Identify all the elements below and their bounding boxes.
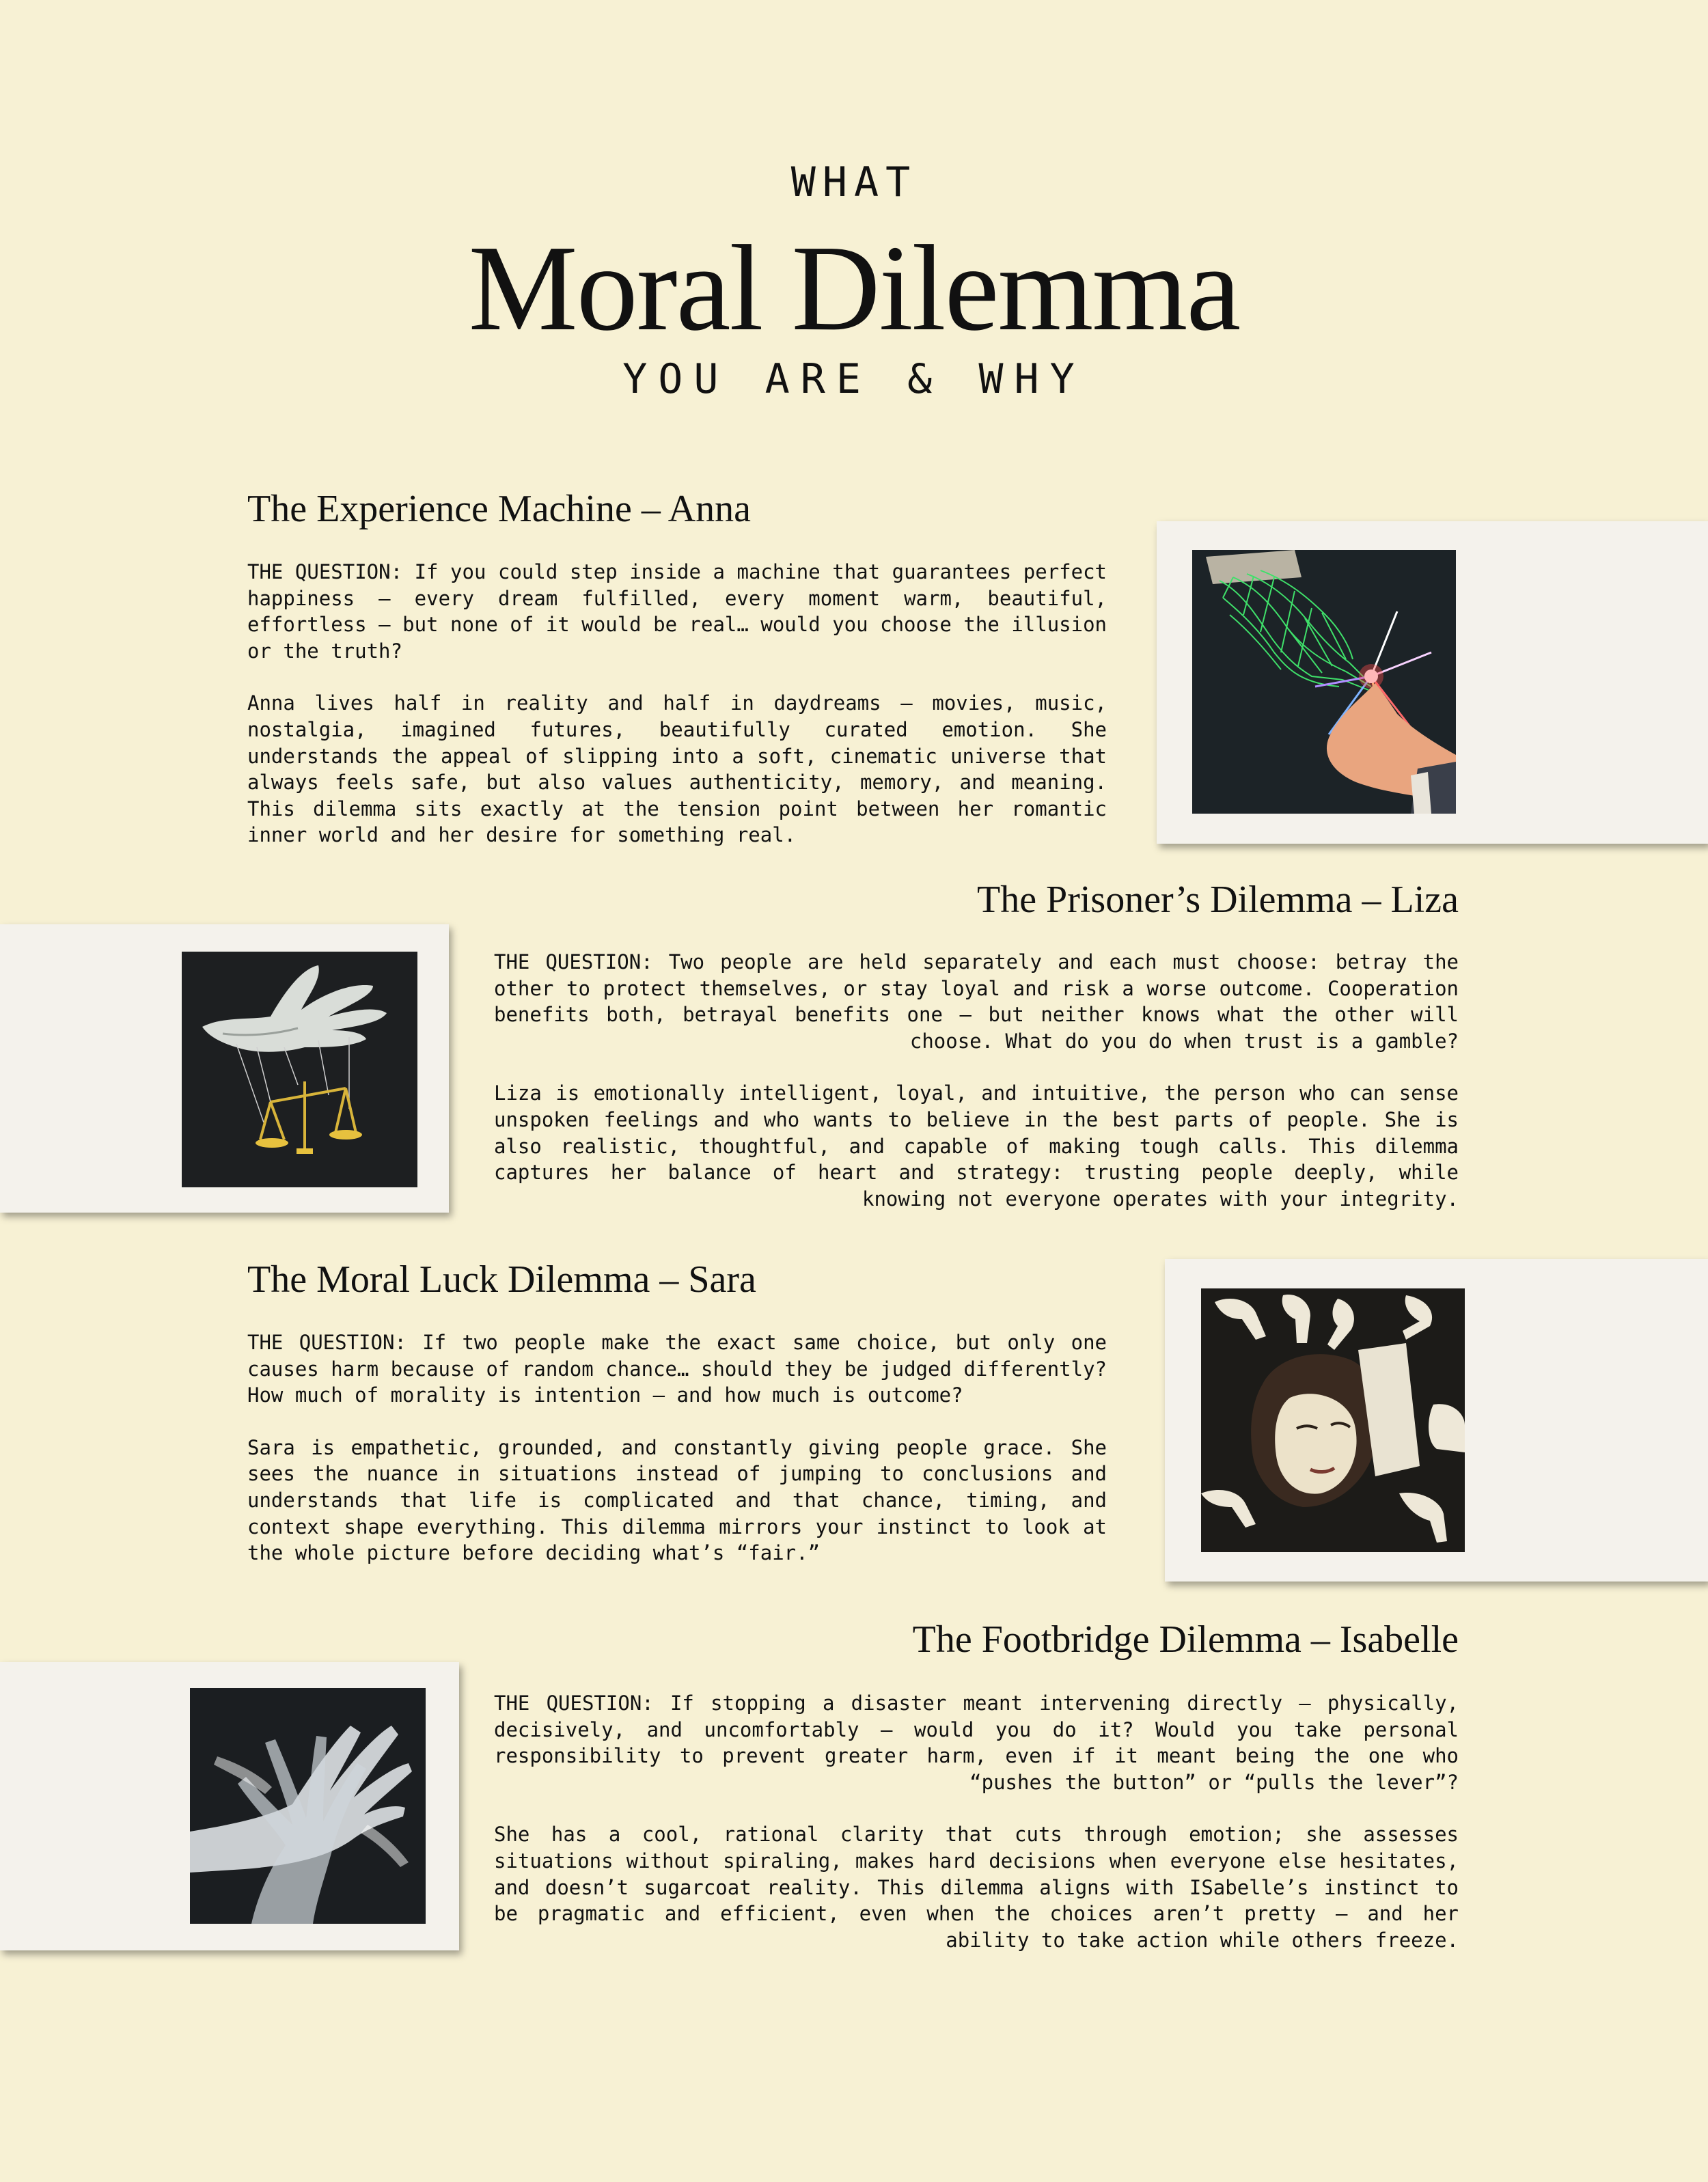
- question-text: THE QUESTION: Two people are held separately and each must choose: betray the other to protect themselves, or stay loyal and risk a worse outcome. Cooperation benefits both, betrayal benefits one — but neither knows what the other will choose. What do you do when trust is a gamble?: [494, 950, 1459, 1053]
- pointing-hands-woman-portrait-icon: [1201, 1288, 1465, 1552]
- section-heading-sara: The Moral Luck Dilemma – Sara: [247, 1258, 756, 1301]
- photo-card-liza: [0, 924, 449, 1213]
- page-title: Moral Dilemma: [468, 220, 1240, 356]
- question-text: THE QUESTION: If you could step inside a machine that guarantees perfect happiness — every dream fulfilled, every moment warm, beautiful, effortless — but none of it would be real… would you choose the illusion or the truth?: [247, 560, 1107, 663]
- section-heading-anna: The Experience Machine – Anna: [247, 488, 752, 530]
- header-kicker-bottom: YOU ARE & WHY: [622, 355, 1086, 403]
- description-text: Liza is emotionally intelligent, loyal, and intuitive, the person who can sense unspoken feelings and who wants to believe in the best parts of people. She is also realistic, thoughtful, and capable of making tough calls. This dilemma captures her balance of heart and strategy: trusting people deeply, while knowing not everyone operates with your integrity.: [494, 1081, 1459, 1211]
- question-text: THE QUESTION: If two people make the exact same choice, but only one causes harm because of random chance… should they be judged differently? How much of morality is intention — and how much is outcome?: [247, 1331, 1107, 1407]
- section-text-sara: [247, 1329, 1107, 1592]
- photo-card-sara: [1165, 1259, 1708, 1582]
- question-text: THE QUESTION: If stopping a disaster meant intervening directly — physically, decisively, and uncomfortably — would you do it? Would you take personal responsibility to prevent greater harm, even if it meant being the one who “pushes the button” or “pulls the lever”?: [494, 1691, 1459, 1794]
- section-text-liza: [494, 949, 1459, 1238]
- description-text: Sara is empathetic, grounded, and constantly giving people grace. She sees the nuance in situations instead of jumping to conclusions and understands that life is complicated and that chance, timing, and context shape everything. This dilemma mirrors your instinct to look at the whole picture before deciding what’s “fair.”: [247, 1435, 1107, 1565]
- overlapping-hands-icon: [190, 1688, 426, 1924]
- section-text-isabelle: [494, 1690, 1459, 1979]
- photo-card-isabelle: [0, 1662, 459, 1950]
- puppet-hand-holding-scales-icon: [182, 952, 417, 1187]
- section-heading-isabelle: The Footbridge Dilemma – Isabelle: [912, 1618, 1459, 1661]
- header-kicker-top: WHAT: [790, 158, 918, 206]
- description-text: She has a cool, rational clarity that cuts through emotion; she assesses situations without spiraling, makes hard decisions when everyone else hesitates, and doesn’t sugarcoat reality. This dilemma aligns with ISabelle’s instinct to be pragmatic and efficient, even when the choices aren’t pretty — and her ability to take action while others freeze.: [494, 1823, 1459, 1952]
- wireframe-hand-touching-finger-icon: [1192, 550, 1456, 814]
- section-heading-liza: The Prisoner’s Dilemma – Liza: [976, 879, 1459, 921]
- photo-card-anna: [1157, 521, 1708, 844]
- description-text: Anna lives half in reality and half in daydreams — movies, music, nostalgia, imagined futures, beautifully curated emotion. She understands the appeal of slipping into a soft, cinematic universe that always feels safe, but also values authenticity, memory, and meaning. This dilemma sits exactly at the tension point between her romantic inner world and her desire for something real.: [247, 691, 1107, 847]
- section-text-anna: [247, 559, 1107, 874]
